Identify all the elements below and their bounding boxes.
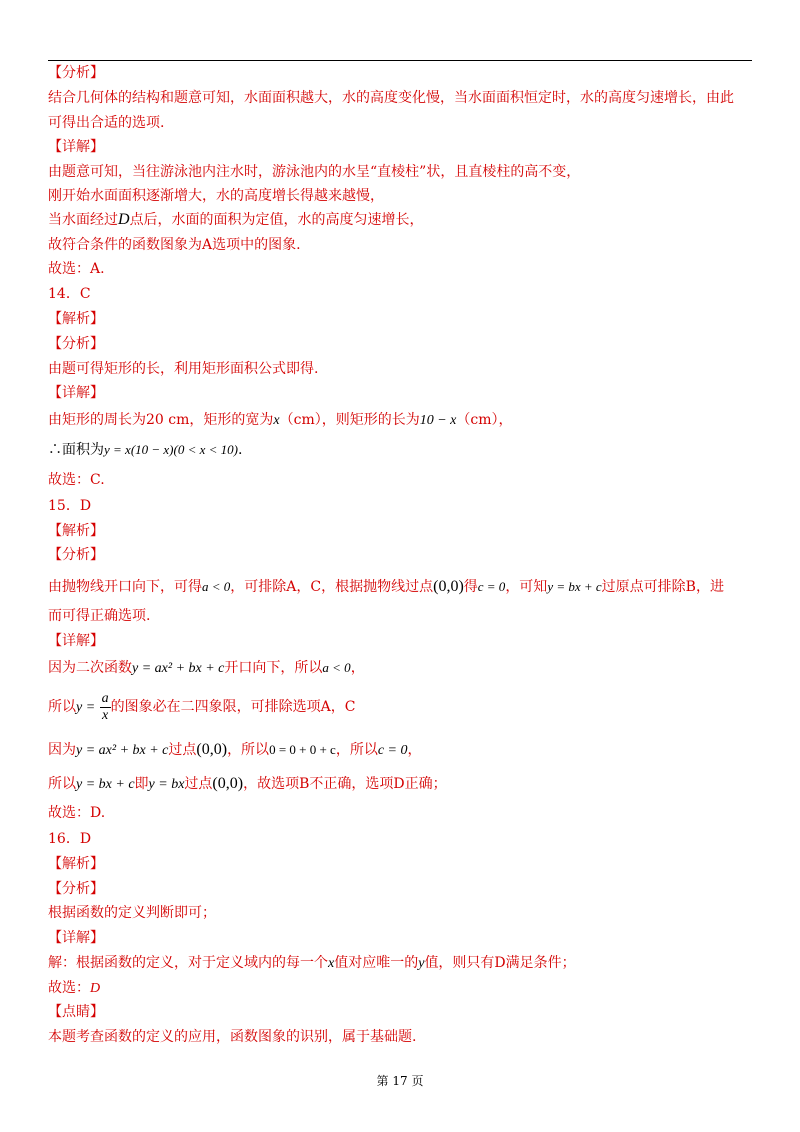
text-run: 开口向下，所以 — [224, 660, 323, 676]
text-run: （cm），则矩形的长为 — [279, 412, 420, 428]
text-run: ， — [407, 742, 422, 758]
section-label-solution: 【解析】 — [48, 523, 104, 539]
text-run: 由抛物线开口向下，可得 — [48, 579, 202, 595]
answer-line: 故选：D. — [48, 805, 106, 821]
section-label-detail: 【详解】 — [48, 385, 104, 401]
section-label-solution: 【解析】 — [48, 311, 104, 327]
question-heading: 15．D — [48, 498, 92, 514]
text-line: 结合几何体的结构和题意可知，水面面积越大，水的高度变化慢，当水面面积恒定时，水的高度匀速增长，由此 — [48, 90, 734, 106]
math-expression: a < 0 — [322, 660, 351, 675]
section-label-detail: 【详解】 — [48, 930, 104, 946]
text-line — [48, 658, 365, 679]
text-run: ， — [350, 660, 365, 676]
text-run: 过点 — [168, 742, 197, 758]
header-rule — [48, 60, 752, 61]
text-run: 因为二次函数 — [48, 660, 132, 676]
text-run: . — [238, 442, 243, 458]
text-run: a — [101, 690, 109, 706]
text-run: 所以 — [48, 776, 76, 792]
text-line — [48, 577, 724, 597]
text-line — [48, 740, 422, 761]
text-line: 由题意可知，当往游泳池内注水时，游泳池内的水呈“直棱柱”状，且直棱柱的高不变， — [48, 164, 581, 180]
math-expression: x — [273, 413, 280, 428]
text-run: ，可知 — [505, 579, 548, 595]
text-run: （cm）， — [456, 412, 513, 428]
answer-line — [48, 978, 100, 999]
math-expression: x — [328, 956, 335, 971]
text-run: 解：根据函数的定义，对于定义域内的每一个 — [48, 955, 328, 971]
text-run: 值对应唯一的 — [334, 955, 419, 971]
math-point: (0,0) — [433, 578, 464, 595]
math-expression: y = — [76, 700, 96, 715]
math-expression: c = 0 — [477, 579, 506, 594]
text-line: 而可得正确选项. — [48, 608, 151, 624]
section-label-detail: 【详解】 — [48, 139, 104, 155]
text-line: 可得出合适的选项. — [48, 115, 165, 131]
math-expression: y = bx + c — [76, 777, 135, 792]
section-label-comment: 【点睛】 — [48, 1004, 104, 1020]
section-label-analysis: 【分析】 — [48, 547, 104, 563]
math-expression: D — [90, 981, 101, 996]
text-line — [48, 210, 424, 230]
text-line: 本题考查函数的定义的应用，函数图象的识别，属于基础题. — [48, 1029, 417, 1045]
text-run: 所以 — [48, 699, 76, 715]
math-expression: y = ax² + bx + c — [132, 661, 225, 676]
math-expression: (0,0) — [196, 741, 228, 758]
math-expression: y = bx + c — [547, 579, 602, 594]
section-label-analysis: 【分析】 — [48, 65, 104, 81]
text-run: x — [102, 707, 109, 723]
text-line — [48, 440, 242, 460]
math-expression: a < 0 — [202, 579, 231, 594]
text-line: 由题可得矩形的长，利用矩形面积公式即得. — [48, 361, 319, 377]
text-run: ∴面积为 — [48, 442, 104, 458]
math-expression: 10 − x — [419, 413, 457, 428]
math-expression: y — [418, 956, 425, 971]
math-expression: y = x(10 − x)(0 < x < 10) — [104, 442, 238, 457]
text-line — [48, 410, 513, 431]
text-line — [48, 774, 447, 795]
section-label-solution: 【解析】 — [48, 856, 104, 872]
text-run: 当水面经过 — [48, 212, 118, 228]
math-expression: y = bx — [148, 777, 185, 792]
page-number: 第 17 页 — [376, 1074, 424, 1088]
section-label-analysis: 【分析】 — [48, 336, 104, 352]
answer-line: 故选：A. — [48, 261, 105, 277]
text-run: 故选： — [48, 980, 90, 996]
question-heading: 14．C — [48, 286, 91, 302]
math-expression: c = 0 — [377, 743, 408, 758]
math-expression: 0 = 0 + 0 + c — [269, 742, 336, 757]
text-run: ，所以 — [227, 742, 270, 758]
text-line — [48, 688, 355, 727]
math-expression: y = ax² + bx + c — [76, 743, 169, 758]
text-run: 值，则只有D满足条件； — [424, 955, 576, 971]
text-run: ，所以 — [335, 742, 378, 758]
math-expression: (0,0) — [212, 775, 244, 792]
text-run: 因为 — [48, 742, 76, 758]
text-run: 过点 — [184, 776, 213, 792]
text-run: ，故选项B不正确，选项D正确； — [243, 776, 447, 792]
text-run: 由矩形的周长为20 cm，矩形的宽为 — [48, 412, 274, 428]
text-run: 过原点可排除B，进 — [601, 579, 724, 595]
answer-line: 故选：C. — [48, 472, 105, 488]
text-line: 刚开始水面面积逐渐增大，水的高度增长得越来越慢， — [48, 188, 384, 204]
text-line: 根据函数的定义判断即可； — [48, 905, 216, 921]
text-run: 得 — [463, 579, 478, 595]
text-run: 点后，水面的面积为定值，水的高度匀速增长， — [129, 212, 424, 228]
text-line: 故符合条件的函数图象为A选项中的图象. — [48, 237, 301, 253]
text-run: 的图象必在二四象限，可排除选项A，C — [110, 699, 356, 715]
math-point-d: D — [118, 211, 130, 228]
math-fraction — [100, 691, 111, 724]
text-line — [48, 953, 576, 974]
question-heading: 16．D — [48, 831, 92, 847]
section-label-analysis: 【分析】 — [48, 881, 104, 897]
text-run: 即 — [134, 776, 149, 792]
section-label-detail: 【详解】 — [48, 633, 104, 649]
text-run: ，可排除A，C，根据抛物线过点 — [230, 579, 434, 595]
